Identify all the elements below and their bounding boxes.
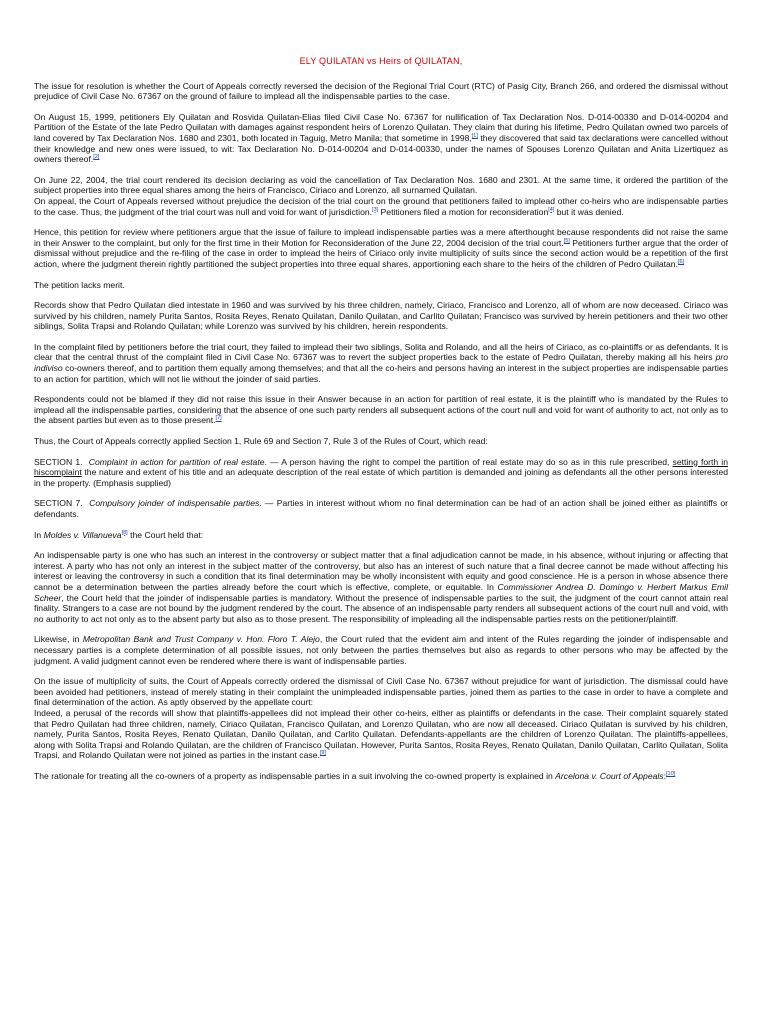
paragraph-rules-intro — [34, 436, 728, 447]
paragraph-appeal — [34, 196, 728, 217]
text: On June 22, 2004, the trial court rendered its decision declaring as void the cancellation of Tax Declaration Nos. 1680 and 2301. At the same time, it ordered the partition of the subject properties into three equal shares among the heirs of Francisco, Ciriaco and Lorenzo, all surnamed Quilatan. — [34, 174, 728, 196]
footnote-link[interactable]: [6] — [677, 259, 685, 266]
text: the Court held that: — [127, 529, 204, 540]
footnote-link[interactable]: [1] — [471, 133, 478, 140]
document-title: ELY QUILATAN vs Heirs of QUILATAN, — [299, 56, 463, 66]
text: On the issue of multiplicity of suits, the Court of Appeals correctly ordered the dismissal of Civil Case No. 67367 without prejudice for want of jurisdiction. The dismissal could have been avoided had petitioners, instead of merely stating in their complaint the unimpleaded indispensable parties, joined them as parties to the case in order to have a complete and final determination of the action. As aptly observed by the appellate court: — [34, 676, 728, 708]
quote-appellate-court — [34, 708, 728, 761]
underlined-text: setting forth in hiscomplaint — [34, 456, 728, 478]
paragraph-records — [34, 300, 728, 332]
paragraph-issue — [34, 81, 728, 102]
quote-section-7 — [34, 498, 728, 519]
text: Thus, the Court of Appeals correctly applied Section 1, Rule 69 and Section 7, Rule 3 of the Rules of Court, which read: — [34, 436, 488, 447]
text: , the Court ruled that the evident aim and intent of the Rules regarding the joinder of indispensable and necessary parties is a complete determination of all possible issues, not only between the parties themselves but also as regards to other persons who may be affected by the judgment. A valid judgment cannot even be rendered where there is want of indispensable parties. — [34, 634, 728, 666]
text: co-owners thereof, and to partition them equally among themselves; and that all the co-heirs and persons having an interest in the subject properties are indispensable parties to an action for partition, which will not lie without the joinder of said parties. — [34, 363, 728, 384]
footnote-link[interactable]: [2] — [93, 154, 100, 161]
footnote-link[interactable]: [3] — [372, 206, 379, 213]
text: . — Parties in interest without whom no final determination can be had of an action shall be joined either as plaintiffs or defendants. — [34, 498, 729, 519]
text: On August 15, 1999, petitioners Ely Quilatan and Rosvida Quilatan-Elias filed Civil Case No. 67367 for nullification of Tax Declaration Nos. D-014-00330 and D-014-00204 and Partition of the Estate of the late Pedro Quilatan with damages against respondent heirs of Lorenzo Quilatan. They claim that during his lifetime, Pedro Quilatan owned two parcels of land covered by Tax Declaration Nos. 1680 and 2301, both located in Taguig, Metro Manila; that sometime in 1998, — [34, 111, 728, 143]
text: In — [34, 529, 44, 540]
text: In the complaint filed by petitioners before the trial court, they failed to implead their two siblings, Solita and Rolando, and all the heirs of Ciriaco, as co-plaintiffs or as defendants. It is clear that the central thrust of the complaint filed in Civil Case No. 67367 was to revert the subject properties back to the estate of Pedro Quilatan, thereby making all his heirs — [34, 341, 728, 363]
italic-text: Moldes v. Villanueva — [43, 529, 122, 540]
footnote-link[interactable]: [4] — [548, 206, 555, 213]
text: Hence, this petition for review where petitioners argue that the issue of failure to implead indispensable parties was a mere afterthought because respondents did not raise the same in their Answer to the complaint, but only for the first time in their Motion for Reconsideration of the June 22, 2004 decision of the trial court. — [34, 227, 728, 248]
paragraph-facts — [34, 112, 728, 165]
text: Records show that Pedro Quilatan died intestate in 1960 and was survived by his three children, namely, Ciriaco, Francisco and Lorenzo, all of whom are now deceased. Ciriaco was survived by his children, namely Purita Santos, Rosita Reyes, Renato Quilatan, Danilo Quilatan, and Carlito Quilatan; Francisco was survived by herein petitioners and their two other siblings, Solita Trapsi and Rolando Quilatan; while Lorenzo was survived by his children, herein respondents. — [34, 300, 728, 332]
text: The petition lacks merit. — [34, 279, 125, 290]
section-head: SECTION 7. — [34, 498, 83, 509]
text: : — [663, 770, 666, 781]
footnote-link[interactable]: [9] — [319, 750, 326, 757]
italic-text: pro indiviso — [34, 352, 728, 374]
italic-text: Compulsory joinder of indispensable parties — [89, 498, 260, 509]
paragraph-complaint — [34, 342, 728, 384]
paragraph-multiplicity — [34, 676, 728, 708]
paragraph-respondents — [34, 394, 728, 426]
text: Petitioners filed a motion for reconsideration — [378, 206, 549, 217]
paragraph-rationale — [34, 771, 728, 782]
text: The issue for resolution is whether the Court of Appeals correctly reversed the decision of the Regional Trial Court (RTC) of Pasig City, Branch 266, and ordered the dismissal without prejudice of Civil Case No. 67367 on the ground of failure to implead all the indispensable parties to the case. — [34, 80, 728, 102]
document-page — [34, 56, 728, 791]
paragraph-petition — [34, 227, 728, 269]
italic-text: Complaint in action for partition of real estate — [88, 456, 265, 467]
paragraph-metrobank — [34, 634, 728, 666]
quote-section-1 — [34, 457, 728, 489]
text: , the Court held that the joinder of indispensable parties is mandatory. Without the presence of indispensable parties to the suit, the judgment of the court cannot attain real finality. Strangers to a case are not bound by the judgment rendered by the court. The absence of an indispensable party renders all subsequent actions of the court null and void, with no authority to act not only as to the absent party but also as to those present. The responsibility of impleading all the indispensable parties rests on the petitioner/plaintiff. — [34, 592, 728, 624]
paragraph-moldes — [34, 530, 728, 541]
italic-text: Metropolitan Bank and Trust Company v. Hon. Floro T. Alejo — [82, 634, 320, 645]
footnote-link[interactable]: [10] — [666, 771, 676, 778]
footnote-link[interactable]: [5] — [563, 237, 570, 244]
text: they discovered that said tax declarations were cancelled without their knowledge and new ones were issued, to wit: Tax Declaration No. D-014-00204 and D-014-00330, under the names of Spouses Lorenzo Quilatan and Anita Lizertiquez as owners thereof. — [34, 132, 728, 165]
footnote-link[interactable]: [7] — [215, 415, 222, 422]
text: Likewise, in — [34, 634, 83, 645]
text: Petitioners further argue that the order of dismissal without prejudice and the re-filing of the case in order to implead the heirs of Ciriaco only invite multiplicity of suits since the second action would be a repetition of the first action, where the judgment therein rightly partitioned the subject properties into three equal shares, apportioning each share to the heirs of the children of Pedro Quilatan. — [34, 237, 728, 269]
text: . — A person having the right to compel the partition of real estate may do so as in this rule prescribed, — [264, 456, 673, 467]
italic-text: Commissioner Andrea D. Domingo v. Herbert Markus Emil Scheer — [34, 581, 728, 603]
section-head: SECTION 1. — [34, 456, 83, 467]
text: The rationale for treating all the co-owners of a property as indispensable parties in a suit involving the co-owned property is explained in — [34, 770, 556, 781]
paragraph-trial-decision — [34, 175, 728, 196]
italic-text: Arcelona v. Court of Appeals — [555, 770, 664, 781]
text: but it was denied. — [554, 206, 624, 217]
text: the nature and extent of his title and an adequate description of the real estate of which partition is demanded and joining as defendants all the other persons interested in the property. (Emphasis supplied) — [34, 467, 728, 488]
quote-indispensable-party — [34, 550, 728, 624]
text: Respondents could not be blamed if they did not raise this issue in their Answer because in an action for partition of real estate, it is the plaintiff who is mandated by the Rules to implead all the indispensable parties, considering that the absence of one such party renders all subsequent actions of the court null and void for want of authority to act, not only as to the absent parties but even as to those present. — [34, 394, 728, 426]
text: An indispensable party is one who has such an interest in the controversy or subject matter that a final adjudication cannot be made, in his absence, without injuring or affecting that interest. A party who has not only an interest in the subject matter of the controversy, but also has an interest of such nature that a final decree cannot be made without affecting his interest or leaving the controversy in such a condition that its final determination may be wholly inconsistent with equity and good conscience. He is a person in whose absence there cannot be a determination between the parties already before the court which is effective, complete, or equitable. In — [34, 550, 728, 592]
text: On appeal, the Court of Appeals reversed without prejudice the decision of the trial court on the ground that petitioners failed to implead other co-heirs who are indispensable parties to the case. Thus, the judgment of the trial court was null and void for want of jurisdiction. — [34, 195, 728, 217]
text: Indeed, a perusal of the records will show that plaintiffs-appellees did not implead their other co-heirs, either as plaintiffs or defendants in the case. Their complaint squarely stated that Pedro Quilatan had three children, namely, Ciriaco Quilatan, Francisco Quilatan, and Lorenzo Quilatan, who are now all deceased. Ciriaco Quilatan is survived by his children, namely, Purita Santos, Rosita Reyes, Renato Quilatan, Danilo Quilatan, and Carlito Quilatan. Defendants-appellants are the children of Lorenzo Quilatan. The plaintiffs-appellees, along with Solita Trapsi and Rolando Quilatan, are the children of Francisco Quilatan. However, Purita Santos, Rosita Reyes, Renato Quilatan, Danilo Quilatan, Carlito Quilatan, Solita Trapsi, and Rolando Quilatan were not joined as parties in the instant case. — [34, 707, 728, 761]
paragraph-lacks-merit — [34, 280, 728, 291]
footnote-link[interactable]: [8] — [121, 529, 128, 536]
